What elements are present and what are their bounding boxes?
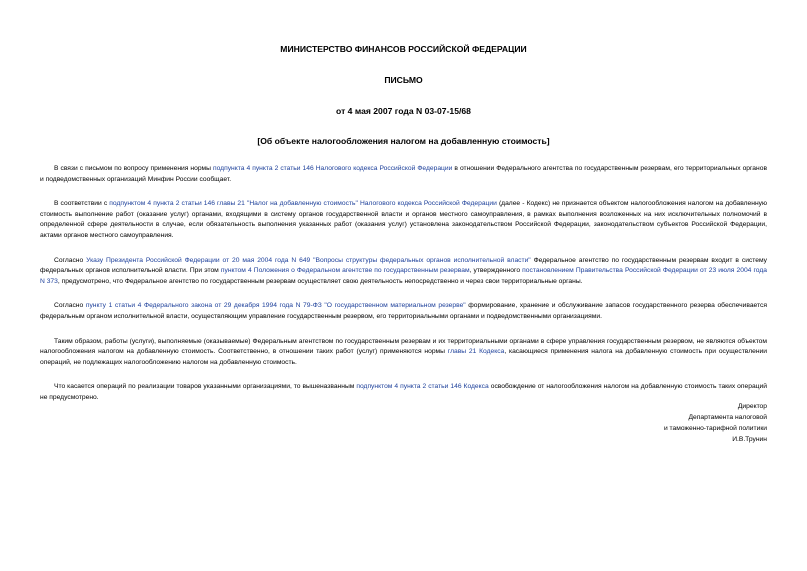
signature-department: Департамента налоговой	[688, 414, 767, 421]
paragraph-1	[40, 164, 767, 185]
link-federal-law-79fz[interactable]: пункту 1 статьи 4 Федерального закона от 29 декабря 1994 года N 79-ФЗ "О государственном материальном резерве"	[85, 302, 466, 310]
paragraph-text: Федеральное агентство по государственным резервам входит в систему федеральных органов исполнительной власти. При этом	[40, 256, 767, 275]
paragraph-text: (далее - Кодекс) не признается объектом налогообложения налогом на добавленную стоимость выполнение работ (оказание услуг) органами, входящими в систему органов государственной власти и органов местного самоуправления, в рамках выполнения возложенных на них исключительных полномочий в определенной сфере деятельности в случае, если обязательность выполнения указанных работ (оказания услуг) установлена законодательством Российской Федерации, законодательством субъектов Российской Федерации, актами органов местного самоуправления.	[40, 200, 768, 239]
document-body	[40, 164, 767, 418]
signature-name: И.В.Трунин	[732, 436, 767, 443]
paragraph-text: , касающиеся применения налога на добавленную стоимость при осуществлении операций, не подлежащих налогообложению налогом на добавленную стоимость.	[40, 348, 767, 366]
paragraph-4	[40, 301, 767, 322]
paragraph-text: Таким образом, работы (услуги), выполняемые (оказываемые) Федеральным агентством по государственным резервам и их территориальными органами в сфере управления государственным резервом, не являются объектом налогообложения налогом на добавленную стоимость. Соответственно, в отношении таких работ (услуг) применяются нормы	[40, 337, 767, 356]
paragraph-6	[40, 382, 767, 403]
paragraph-2	[40, 199, 767, 241]
document-type: ПИСЬМО	[384, 75, 423, 85]
paragraph-text: Согласно	[54, 256, 87, 264]
signature-block	[664, 401, 767, 445]
paragraph-text: Согласно	[54, 302, 86, 310]
link-code-art146-subpara4[interactable]: подпунктом 4 пункта 2 статьи 146 Кодекса	[356, 383, 489, 391]
ministry-heading: МИНИСТЕРСТВО ФИНАНСОВ РОССИЙСКОЙ ФЕДЕРАЦИИ	[280, 44, 527, 54]
link-chapter21-code[interactable]: главы 21 Кодекса	[447, 348, 505, 356]
link-agency-regulation[interactable]: пунктом 4 Положения о Федеральном агентстве по государственным резервам	[220, 267, 470, 275]
paragraph-text: Что касается операций по реализации товаров указанными организациями, то вышеназванным	[54, 383, 357, 391]
paragraph-text: в отношении Федерального агентства по государственным резервам, его территориальных органов и подведомственных организаций Минфин России сообщает.	[40, 165, 767, 183]
link-government-resolution-373[interactable]: постановлением Правительства Российской Федерации от 23 июля 2004 года N 373	[40, 267, 767, 285]
paragraph-5	[40, 337, 767, 369]
link-tax-code-chapter21[interactable]: подпунктом 4 пункта 2 статьи 146 главы 21 "Налог на добавленную стоимость" Налогового кодекса Российской Федерации	[109, 200, 497, 208]
link-presidential-decree-649[interactable]: Указу Президента Российской Федерации от 20 мая 2004 года N 649 "Вопросы структуры федеральных органов исполнительной власти"	[86, 256, 531, 264]
signature-title: Директор	[737, 403, 767, 410]
link-tax-code-art146[interactable]: подпункта 4 пункта 2 статьи 146 Налогового кодекса Российской Федерации	[212, 165, 453, 172]
paragraph-text: , предусмотрено, что Федеральное агентство по государственным резервам осуществляет свою деятельность непосредственно и через свои территориальные органы.	[57, 277, 583, 285]
paragraph-text: освобождение от налогообложения налогом на добавленную стоимость таких операций не предусмотрено.	[40, 383, 767, 401]
paragraph-text: В соответствии с	[54, 200, 110, 208]
paragraph-text: формирование, хранение и обслуживание запасов государственного резерва обеспечивается федеральным органом исполнительной власти, осуществляющим управление государственным резервом, его территориальными органами и подведомственными организациями.	[40, 302, 767, 320]
paragraph-text: , утвержденного	[469, 267, 523, 275]
paragraph-3	[40, 256, 767, 288]
paragraph-text: В связи с письмом по вопросу применения нормы	[54, 165, 213, 172]
signature-department-cont: и таможенно-тарифной политики	[663, 425, 767, 432]
document-subject: [Об объекте налогообложения налогом на добавленную стоимость]	[257, 136, 550, 146]
document-date-number: от 4 мая 2007 года N 03-07-15/68	[336, 106, 471, 116]
